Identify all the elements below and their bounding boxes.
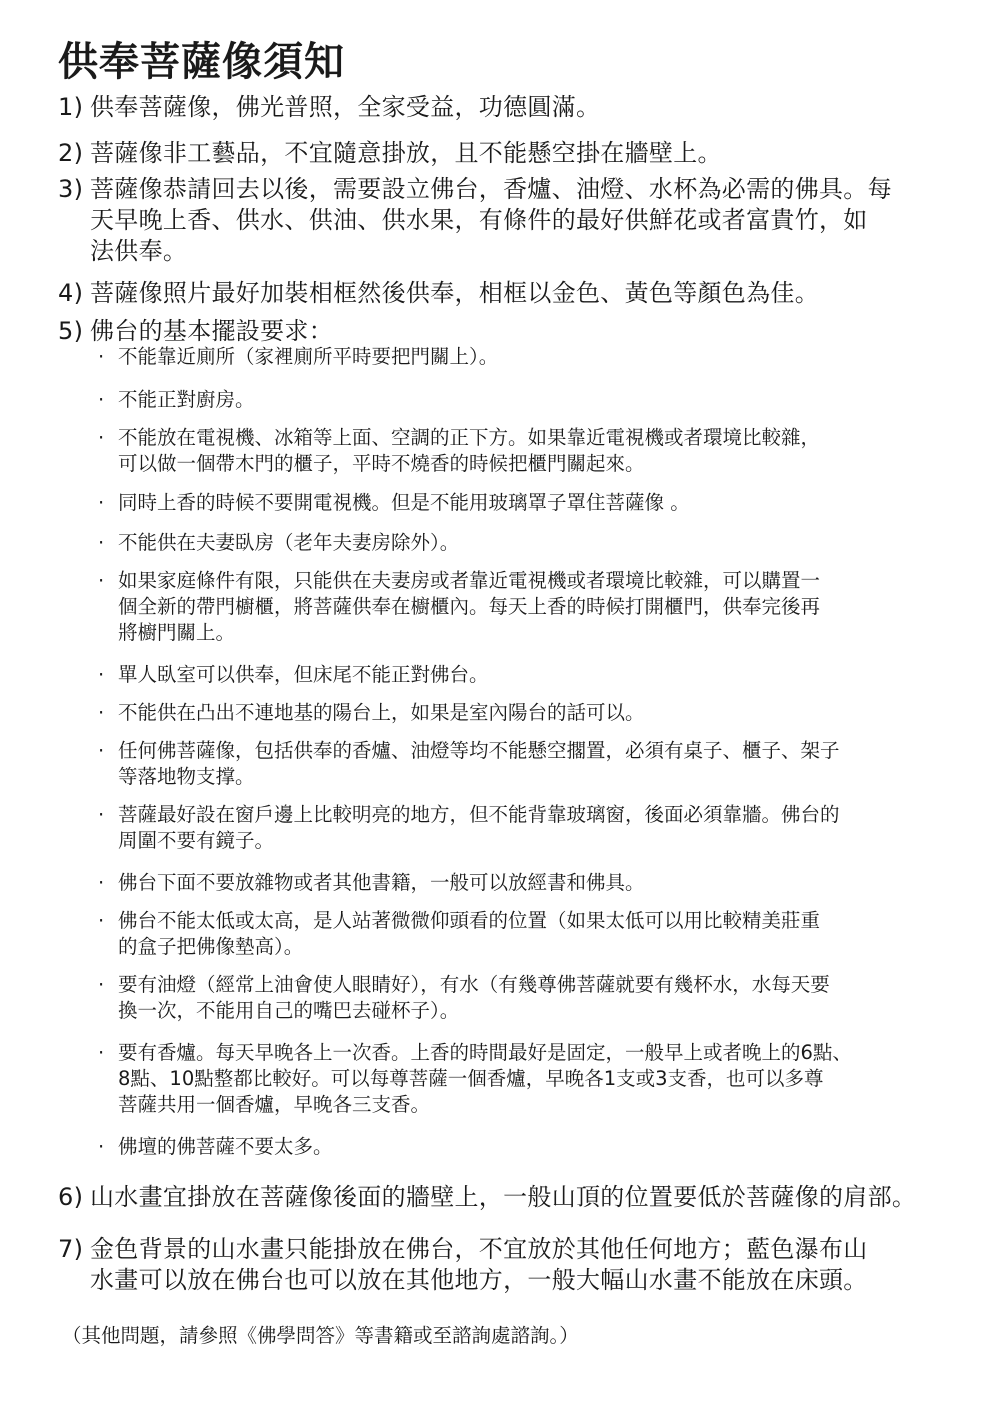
requirement-text-line: 佛壇的佛菩薩不要太多。 xyxy=(118,1135,333,1158)
list-item xyxy=(58,1182,958,1213)
bullet-icon: · xyxy=(98,531,105,554)
item-number: 5) xyxy=(58,317,84,345)
bullet-icon: · xyxy=(98,909,105,932)
requirement-item xyxy=(98,1134,958,1160)
list-item xyxy=(58,174,958,267)
list-item xyxy=(58,92,958,123)
list-item xyxy=(58,1234,958,1296)
requirement-text-line: 任何佛菩薩像，包括供奉的香爐、油燈等均不能懸空擱置，必須有桌子、櫃子、架子 xyxy=(118,739,840,762)
bullet-icon: · xyxy=(98,345,105,368)
requirement-text-line: 將櫥門關上。 xyxy=(118,621,236,644)
requirement-text-line: 周圍不要有鏡子。 xyxy=(118,829,275,852)
list-item xyxy=(58,278,958,309)
requirement-item xyxy=(98,802,958,854)
requirement-text-line: 個全新的帶門櫥櫃，將菩薩供奉在櫥櫃內。每天上香的時候打開櫃門，供奉完後再 xyxy=(118,595,821,618)
requirement-item xyxy=(98,870,958,896)
item-text-line: 菩薩像照片最好加裝相框然後供奉，相框以金色、黃色等顏色為佳。 xyxy=(90,279,819,307)
item-number: 4) xyxy=(58,279,84,307)
requirement-item xyxy=(98,662,958,688)
requirement-text-line: 不能放在電視機、冰箱等上面、空調的正下方。如果靠近電視機或者環境比較雜， xyxy=(118,426,821,449)
item-text-line: 水畫可以放在佛台也可以放在其他地方，一般大幅山水畫不能放在床頭。 xyxy=(90,1266,868,1294)
requirement-text-line: 同時上香的時候不要開電視機。但是不能用玻璃罩子罩住菩薩像 。 xyxy=(118,491,690,514)
requirement-text-line: 如果家庭條件有限，只能供在夫妻房或者靠近電視機或者環境比較雜，可以購置一 xyxy=(118,569,821,592)
item-number: 6) xyxy=(58,1183,84,1211)
bullet-icon: · xyxy=(98,803,105,826)
list-item xyxy=(58,316,958,347)
requirement-item xyxy=(98,490,958,516)
requirement-item xyxy=(98,700,958,726)
item-number: 7) xyxy=(58,1235,84,1263)
requirement-text-line: 換一次，不能用自己的嘴巴去碰杯子）。 xyxy=(118,999,460,1022)
requirement-text-line: 可以做一個帶木門的櫃子，平時不燒香的時候把櫃門關起來。 xyxy=(118,452,645,475)
item-text-line: 天早晚上香、供水、供油、供水果，有條件的最好供鮮花或者富貴竹，如 xyxy=(90,206,868,234)
requirement-item xyxy=(98,1040,958,1118)
bullet-icon: · xyxy=(98,973,105,996)
requirement-item xyxy=(98,387,958,413)
requirement-text-line: 不能供在夫妻臥房（老年夫妻房除外）。 xyxy=(118,531,460,554)
bullet-icon: · xyxy=(98,871,105,894)
bullet-icon: · xyxy=(98,663,105,686)
item-text-line: 供奉菩薩像，佛光普照，全家受益，功德圓滿。 xyxy=(90,93,601,121)
requirement-text-line: 單人臥室可以供奉，但床尾不能正對佛台。 xyxy=(118,663,489,686)
item-text-line: 法供奉。 xyxy=(90,237,188,265)
item-text-line: 菩薩像恭請回去以後，需要設立佛台，香爐、油燈、水杯為必需的佛具。每 xyxy=(90,175,892,203)
requirement-text-line: 8點、10點整都比較好。可以每尊菩薩一個香爐，早晚各1支或3支香，也可以多尊 xyxy=(118,1067,824,1090)
requirement-item xyxy=(98,344,958,370)
requirement-text-line: 菩薩最好設在窗戶邊上比較明亮的地方，但不能背靠玻璃窗，後面必須靠牆。佛台的 xyxy=(118,803,840,826)
requirement-item xyxy=(98,908,958,960)
bullet-icon: · xyxy=(98,388,105,411)
bullet-icon: · xyxy=(98,739,105,762)
bullet-icon: · xyxy=(98,491,105,514)
bullet-icon: · xyxy=(98,426,105,449)
requirement-item xyxy=(98,972,958,1024)
item-text-line: 山水畫宜掛放在菩薩像後面的牆壁上，一般山頂的位置要低於菩薩像的肩部。 xyxy=(90,1183,917,1211)
requirement-text-line: 等落地物支撑。 xyxy=(118,765,255,788)
requirement-text-line: 要有油燈（經常上油會使人眼睛好），有水（有幾尊佛菩薩就要有幾杯水，水每天要 xyxy=(118,973,830,996)
item-number: 1) xyxy=(58,93,84,121)
requirement-text-line: 要有香爐。每天早晚各上一次香。上香的時間最好是固定，一般早上或者晚上的6點、 xyxy=(118,1041,852,1064)
requirement-text-line: 佛台下面不要放雜物或者其他書籍，一般可以放經書和佛具。 xyxy=(118,871,645,894)
list-item xyxy=(58,138,958,169)
bullet-icon: · xyxy=(98,701,105,724)
requirement-text-line: 菩薩共用一個香爐，早晚各三支香。 xyxy=(118,1093,431,1116)
item-number: 2) xyxy=(58,139,84,167)
bullet-icon: · xyxy=(98,1041,105,1064)
requirement-text-line: 不能正對廚房。 xyxy=(118,388,255,411)
footer-note: （其他問題，請參照《佛學問答》等書籍或至諮詢處諮詢。） xyxy=(62,1324,579,1347)
item-text-line: 金色背景的山水畫只能掛放在佛台，不宜放於其他任何地方；藍色瀑布山 xyxy=(90,1235,868,1263)
bullet-icon: · xyxy=(98,569,105,592)
bullet-icon: · xyxy=(98,1135,105,1158)
requirement-text-line: 佛台不能太低或太高，是人站著微微仰頭看的位置（如果太低可以用比較精美莊重 xyxy=(118,909,821,932)
page-title: 供奉菩薩像須知 xyxy=(58,39,345,85)
requirement-item xyxy=(98,568,958,646)
requirement-text-line: 的盒子把佛像墊高）。 xyxy=(118,935,304,958)
item-text-line: 佛台的基本擺設要求： xyxy=(90,317,333,345)
requirement-text-line: 不能供在凸出不連地基的陽台上，如果是室內陽台的話可以。 xyxy=(118,701,645,724)
requirement-item xyxy=(98,738,958,790)
requirement-text-line: 不能靠近廁所（家裡廁所平時要把門關上）。 xyxy=(118,345,499,368)
requirement-item xyxy=(98,425,958,477)
item-number: 3) xyxy=(58,175,84,203)
item-text-line: 菩薩像非工藝品，不宜隨意掛放，且不能懸空掛在牆壁上。 xyxy=(90,139,722,167)
requirement-item xyxy=(98,530,958,556)
